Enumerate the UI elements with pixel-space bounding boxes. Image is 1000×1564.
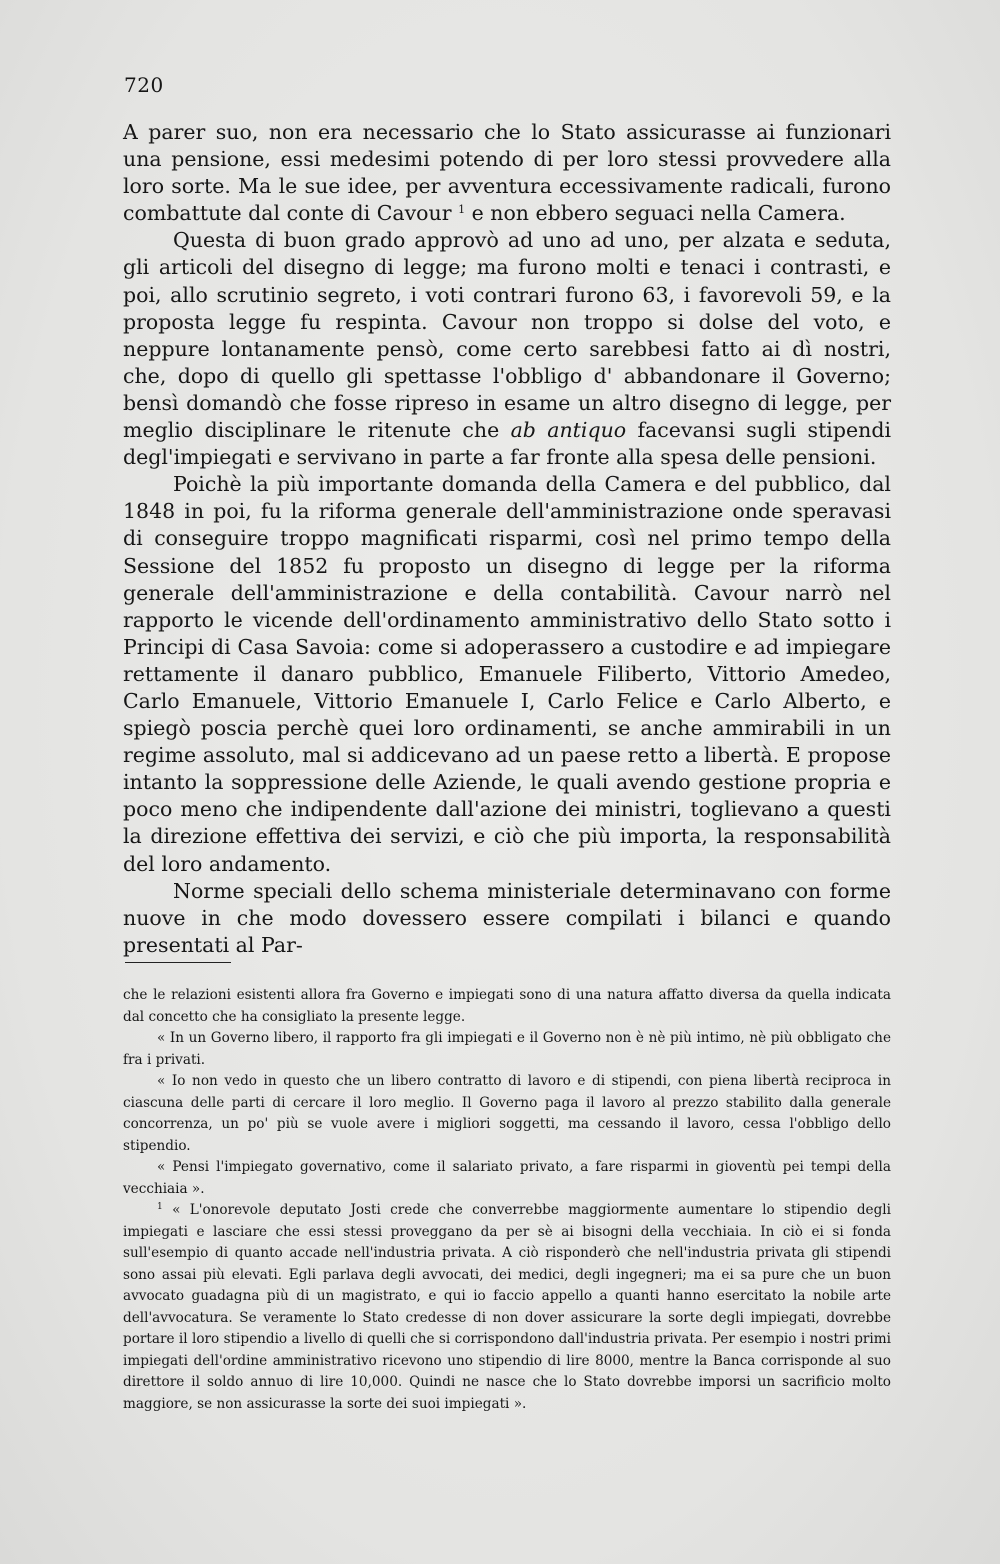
footnote-1	[123, 1200, 891, 1415]
paragraph-2-text-end: facevansi sugli stipendi degl'impiegati e servivano in parte a far fronte alla spesa delle pensioni.	[123, 418, 891, 470]
page-number: 720	[124, 73, 164, 97]
paragraph-1-text-end: e non ebbero seguaci nella Camera.	[471, 201, 846, 226]
paragraph-2	[123, 227, 891, 471]
footnote-continuation: che le relazioni esistenti allora fra Governo e impiegati sono di una natura affatto diversa da quella indicata dal concetto che ha consigliato la presente legge.	[123, 987, 891, 1025]
footnote-quote-3: « Pensi l'impiegato governativo, come il salariato privato, a fare risparmi in gioventù pei tempi della vecchiaia ».	[123, 1159, 891, 1197]
footnote-separator	[125, 962, 231, 963]
main-text	[123, 119, 891, 959]
footnote-1-marker: 1	[157, 1202, 163, 1212]
footnote-ref-1: 1	[458, 203, 466, 217]
paragraph-1	[123, 119, 891, 227]
footnote-quote-1: « In un Governo libero, il rapporto fra gli impiegati e il Governo non è nè più intimo, nè più obbligato che fra i privati.	[123, 1030, 891, 1068]
paragraph-1-text: A parer suo, non era necessario che lo Stato assicurasse ai funzionari una pensione, essi medesimi potendo di per loro stessi provvedere alla loro sorte. Ma le sue idee, per avventura eccessivamente radicali, furono combattute dal conte di Cavour	[123, 120, 891, 226]
footnote-quote-2: « Io non vedo in questo che un libero contratto di lavoro e di stipendi, con piena libertà reciproca in ciascuna delle parti di cercare il loro meglio. Il Governo paga il lavoro al prezzo stabilito dalla generale concorrenza, un po' più se vuole avere i migliori soggetti, ma cessando il lavoro, cessa l'obbligo dello stipendio.	[123, 1073, 891, 1154]
paragraph-3: Poichè la più importante domanda della Camera e del pubblico, dal 1848 in poi, fu la riforma generale dell'amministrazione onde speravasi di conseguire troppo magnificati risparmi, così nel primo tempo della Sessione del 1852 fu proposto un disegno di legge per la riforma generale dell'amministrazione e della contabilità. Cavour narrò nel rapporto le vicende dell'ordinamento amministrativo dello Stato sotto i Principi di Casa Savoia: come si adoperassero a custodire e ad impiegare rettamente il danaro pubblico, Emanuele Filiberto, Vittorio Amedeo, Carlo Emanuele, Vittorio Emanuele I, Carlo Felice e Carlo Alberto, e spiegò poscia perchè quei loro ordinamenti, se anche ammirabili in un regime assoluto, mal si addicevano ad un paese retto a libertà. E propose intanto la soppressione delle Aziende, le quali avendo gestione propria e poco meno che indipendente dall'azione dei ministri, toglievano a questi la direzione effettiva dei servizi, e ciò che più importa, la responsabilità del loro andamento.	[123, 472, 891, 876]
paragraph-2-text: Questa di buon grado approvò ad uno ad uno, per alzata e seduta, gli articoli del disegno di legge; ma furono molti e tenaci i contrasti, e poi, allo scrutinio segreto, i voti contrari furono 63, i favorevoli 59, e la proposta legge fu respinta. Cavour non troppo si dolse del voto, e neppure lontanamente pensò, come certo sarebbesi fatto ai dì nostri, che, dopo di quello gli spettasse l'obbligo d' abbandonare il Governo; bensì domandò che fosse ripreso in esame un altro disegno di legge, per meglio disciplinare le ritenute che	[123, 228, 891, 443]
latin-phrase: ab antiquo	[510, 418, 627, 443]
footnote-1-text: « L'onorevole deputato Josti crede che converrebbe maggiormente aumentare lo stipendio degli impiegati e lasciare che essi stessi proveggano da per sè ai bisogni della vecchiaia. In ciò ei si fonda sull'esempio di quanto accade nell'industria privata. A ciò risponderò che nell'industria privata gli stipendi sono assai più elevati. Egli parlava degli avvocati, dei medici, degli ingegneri; ma ei sa pure che un buon avvocato guadagna più di un magistrato, e qui io faccio appello a quanti hanno esercitato la nobile arte dell'avvocatura. Se veramente lo Stato credesse di non dover assicurare la sorte degli impiegati, dovrebbe portare il loro stipendio a livello di quelli che si corrispondono dall'industria privata. Per esempio i nostri primi impiegati dell'ordine amministrativo ricevono uno stipendio di lire 8000, mentre la Banca corrisponde al suo direttore il soldo annuo di lire 10,000. Quindi ne nasce che lo Stato dovrebbe imporsi un sacrificio molto maggiore, se non assicurasse la sorte dei suoi impiegati ».	[123, 1202, 891, 1412]
footnotes	[123, 985, 891, 1415]
paragraph-4: Norme speciali dello schema ministeriale determinavano con forme nuove in che modo dovessero essere compilati i bilanci e quando presentati al Par-	[123, 878, 891, 957]
